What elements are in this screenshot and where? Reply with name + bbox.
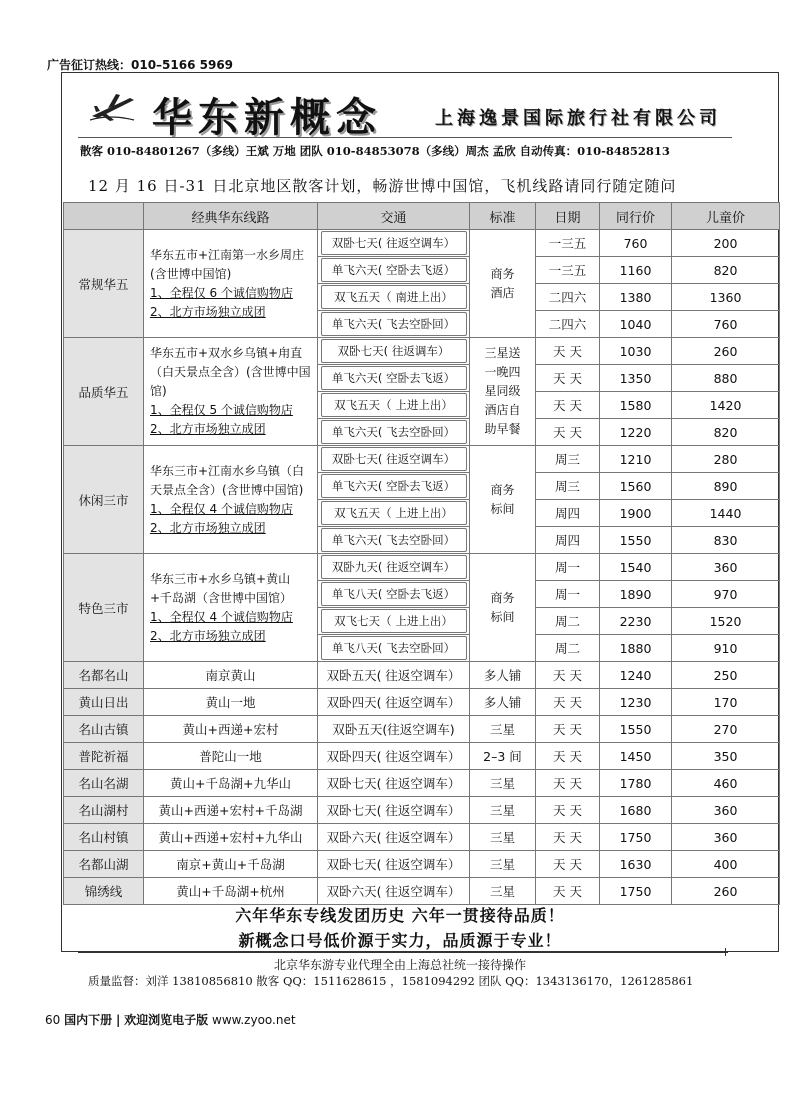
price-cell: 1550 [600, 527, 672, 554]
route-category: 名山名湖 [64, 770, 144, 797]
route-note: 1、全程仅 4 个诚信购物店 [150, 609, 293, 624]
transport-label: 双卧七天( 往返调车） [321, 339, 467, 363]
transport-cell [318, 527, 470, 554]
tour-price-table [63, 202, 780, 905]
price-cell: 1900 [600, 500, 672, 527]
brand-title: 华东新概念 [152, 95, 382, 141]
divider-tick [725, 948, 726, 956]
date-cell: 天 天 [536, 824, 600, 851]
route-note: 1、全程仅 4 个诚信购物店 [150, 501, 293, 516]
header-cell [64, 203, 144, 230]
route-category: 普陀祈福 [64, 743, 144, 770]
header-cell: 标准 [470, 203, 536, 230]
transport-cell: 双卧六天( 往返空调车） [318, 878, 470, 905]
ad-header [90, 86, 730, 141]
date-cell: 天 天 [536, 392, 600, 419]
footer-separator: | [115, 1013, 121, 1027]
child-price-cell: 820 [672, 419, 780, 446]
standard-text: 商务 标间 [490, 482, 515, 516]
price-cell: 1550 [600, 716, 672, 743]
standard-text: 商务 标间 [490, 590, 515, 624]
standard-cell: 三星 [470, 878, 536, 905]
section-name: 国内下册 [64, 1013, 113, 1027]
date-cell: 天 天 [536, 419, 600, 446]
price-cell: 2230 [600, 608, 672, 635]
date-cell: 二四六 [536, 311, 600, 338]
child-price-cell: 760 [672, 311, 780, 338]
child-price-cell: 260 [672, 338, 780, 365]
transport-label: 双卧七天( 往返空调车） [321, 447, 467, 471]
child-price-cell: 820 [672, 257, 780, 284]
transport-label: 双飞七天（ 上进上出） [321, 609, 467, 633]
standard-cell [470, 554, 536, 662]
header-cell: 同行价 [600, 203, 672, 230]
price-cell: 1030 [600, 338, 672, 365]
price-cell: 1630 [600, 851, 672, 878]
date-cell: 周四 [536, 500, 600, 527]
price-cell: 1880 [600, 635, 672, 662]
header-divider [78, 137, 732, 138]
transport-label: 双飞五天（ 上进上出） [321, 393, 467, 417]
route-category: 黄山日出 [64, 689, 144, 716]
price-cell: 1890 [600, 581, 672, 608]
child-price-cell: 360 [672, 824, 780, 851]
transport-cell [318, 365, 470, 392]
standard-cell: 三星 [470, 770, 536, 797]
header-cell: 日期 [536, 203, 600, 230]
transport-cell [318, 473, 470, 500]
date-cell: 天 天 [536, 365, 600, 392]
child-price-cell: 200 [672, 230, 780, 257]
slogan-quality: 新概念口号低价源于实力，品质源于专业！ [238, 931, 562, 950]
route-description [144, 554, 318, 662]
child-price-cell: 350 [672, 743, 780, 770]
date-cell: 周三 [536, 473, 600, 500]
date-cell: 周一 [536, 554, 600, 581]
table-row [64, 716, 780, 743]
standard-cell [470, 230, 536, 338]
table-header-row [64, 203, 780, 230]
child-price-cell: 170 [672, 689, 780, 716]
route-category: 锦绣线 [64, 878, 144, 905]
route-description: 黄山+千岛湖+九华山 [144, 770, 318, 797]
table-row [64, 770, 780, 797]
child-price-cell: 910 [672, 635, 780, 662]
child-price-cell: 360 [672, 797, 780, 824]
price-cell: 1040 [600, 311, 672, 338]
date-cell: 一三五 [536, 257, 600, 284]
route-description: 黄山+西递+宏村 [144, 716, 318, 743]
page-footer [45, 1011, 296, 1028]
child-price-cell: 1360 [672, 284, 780, 311]
transport-cell [318, 608, 470, 635]
transport-label: 单飞六天( 飞去空卧回） [321, 312, 467, 336]
child-price-cell: 970 [672, 581, 780, 608]
transport-label: 单飞八天( 空卧去飞返） [321, 582, 467, 606]
company-name: 上海逸景国际旅行社有限公司 [435, 108, 721, 129]
price-cell: 760 [600, 230, 672, 257]
child-price-cell: 250 [672, 662, 780, 689]
slogan-history: 六年华东专线发团历史 六年一贯接待品质！ [235, 906, 565, 925]
price-cell: 1380 [600, 284, 672, 311]
transport-cell: 双卧七天( 往返空调车） [318, 797, 470, 824]
child-price-cell: 880 [672, 365, 780, 392]
child-price-cell: 1520 [672, 608, 780, 635]
table-row [64, 662, 780, 689]
transport-cell [318, 500, 470, 527]
plan-title: 12 月 16 日-31 日北京地区散客计划，畅游世博中国馆，飞机线路请同行随定随问 [88, 177, 677, 195]
table-row [64, 230, 780, 257]
table-row [64, 878, 780, 905]
route-note: 1、全程仅 5 个诚信购物店 [150, 403, 293, 417]
transport-label: 单飞六天( 飞去空卧回） [321, 528, 467, 552]
child-price-cell: 260 [672, 878, 780, 905]
transport-cell [318, 311, 470, 338]
standard-text: 商务 酒店 [490, 266, 515, 300]
standard-cell: 三星 [470, 851, 536, 878]
date-cell: 天 天 [536, 662, 600, 689]
price-cell: 1580 [600, 392, 672, 419]
price-cell: 1450 [600, 743, 672, 770]
route-description [144, 338, 318, 446]
route-description: 黄山+千岛湖+杭州 [144, 878, 318, 905]
price-cell: 1540 [600, 554, 672, 581]
date-cell: 周四 [536, 527, 600, 554]
price-cell: 1240 [600, 662, 672, 689]
footer-divider [78, 952, 728, 953]
transport-cell: 双卧六天( 往返空调车） [318, 824, 470, 851]
transport-cell: 双卧四天( 往返空调车） [318, 689, 470, 716]
price-cell: 1680 [600, 797, 672, 824]
transport-label: 双飞五天（ 南进上出） [321, 285, 467, 309]
price-cell: 1750 [600, 878, 672, 905]
standard-cell: 三星 [470, 716, 536, 743]
transport-cell: 双卧四天( 往返空调车） [318, 743, 470, 770]
transport-cell [318, 338, 470, 365]
route-description: 普陀山一地 [144, 743, 318, 770]
price-cell: 1160 [600, 257, 672, 284]
standard-cell: 三星 [470, 824, 536, 851]
route-note: 2、北方市场独立成团 [150, 304, 266, 319]
table-row [64, 743, 780, 770]
standard-cell [470, 446, 536, 554]
transport-cell [318, 419, 470, 446]
price-cell: 1350 [600, 365, 672, 392]
standard-cell: 多人铺 [470, 662, 536, 689]
airplane-logo-icon [90, 90, 136, 124]
route-description: 南京+黄山+千岛湖 [144, 851, 318, 878]
date-cell: 一三五 [536, 230, 600, 257]
route-note: 1、全程仅 6 个诚信购物店 [150, 285, 293, 300]
child-price-cell: 400 [672, 851, 780, 878]
date-cell: 天 天 [536, 338, 600, 365]
route-category: 名山古镇 [64, 716, 144, 743]
price-cell: 1560 [600, 473, 672, 500]
transport-label: 单飞八天( 飞去空卧回） [321, 636, 467, 660]
standard-cell: 多人铺 [470, 689, 536, 716]
transport-cell: 双卧五天(往返空调车) [318, 716, 470, 743]
transport-cell [318, 392, 470, 419]
transport-label: 单飞六天( 飞去空卧回） [321, 420, 467, 444]
price-cell: 1750 [600, 824, 672, 851]
transport-cell [318, 257, 470, 284]
date-cell: 周一 [536, 581, 600, 608]
standard-text: 三星送 一晚四 星同级 酒店自 助早餐 [484, 346, 521, 436]
transport-label: 双卧七天( 往返空调车） [321, 231, 467, 255]
price-cell: 1780 [600, 770, 672, 797]
table-row [64, 851, 780, 878]
transport-label: 双卧九天( 往返空调车） [321, 555, 467, 579]
agency-note: 北京华东游专业代理全由上海总社统一接待操作 [273, 958, 526, 972]
date-cell: 二四六 [536, 284, 600, 311]
date-cell: 天 天 [536, 878, 600, 905]
date-cell: 天 天 [536, 851, 600, 878]
transport-cell: 双卧七天( 往返空调车） [318, 770, 470, 797]
transport-cell [318, 554, 470, 581]
transport-cell: 双卧七天( 往返空调车） [318, 851, 470, 878]
route-note: 2、北方市场独立成团 [150, 422, 266, 436]
route-category: 休闲三市 [64, 446, 144, 554]
route-description [144, 230, 318, 338]
date-cell: 天 天 [536, 770, 600, 797]
transport-cell: 双卧五天( 往返空调车） [318, 662, 470, 689]
child-price-cell: 830 [672, 527, 780, 554]
page-number: 60 [45, 1013, 61, 1027]
table-row [64, 554, 780, 581]
route-category: 名山村镇 [64, 824, 144, 851]
price-cell: 1210 [600, 446, 672, 473]
route-note: 2、北方市场独立成团 [150, 520, 266, 535]
date-cell: 周二 [536, 635, 600, 662]
transport-label: 单飞六天( 空卧去飞返） [321, 366, 467, 390]
route-category: 品质华五 [64, 338, 144, 446]
route-summary: 华东五市+江南第一水乡周庄(含世博中国馆) [150, 247, 305, 281]
header-cell: 经典华东线路 [144, 203, 318, 230]
child-price-cell: 280 [672, 446, 780, 473]
table-row [64, 446, 780, 473]
route-note: 2、北方市场独立成团 [150, 628, 266, 643]
route-description: 黄山+西递+宏村+千岛湖 [144, 797, 318, 824]
child-price-cell: 270 [672, 716, 780, 743]
header-cell: 儿童价 [672, 203, 780, 230]
route-description: 黄山+西递+宏村+九华山 [144, 824, 318, 851]
transport-cell [318, 284, 470, 311]
transport-cell [318, 635, 470, 662]
route-description [144, 446, 318, 554]
transport-label: 双飞五天（ 上进上出） [321, 501, 467, 525]
route-summary: 华东三市+江南水乡乌镇（白天景点全含）(含世博中国馆) [150, 463, 305, 497]
quality-supervision: 质量监督：刘洋 13810856810 散客 QQ：1511628615 ，1581094292 团队 QQ：1343136170，1261285861 [88, 974, 694, 988]
ad-hotline: 广告征订热线：010–5166 5969 [47, 58, 234, 72]
route-category: 名都山湖 [64, 851, 144, 878]
table-row [64, 338, 780, 365]
standard-cell: 三星 [470, 797, 536, 824]
table-row [64, 689, 780, 716]
transport-cell [318, 446, 470, 473]
route-category: 常规华五 [64, 230, 144, 338]
child-price-cell: 460 [672, 770, 780, 797]
route-summary: 华东五市+双水乡乌镇+甪直（白天景点全含）(含世博中国馆) [150, 346, 311, 398]
route-category: 名山湖村 [64, 797, 144, 824]
route-description: 南京黄山 [144, 662, 318, 689]
transport-cell [318, 230, 470, 257]
date-cell: 天 天 [536, 743, 600, 770]
price-cell: 1230 [600, 689, 672, 716]
date-cell: 周二 [536, 608, 600, 635]
standard-cell: 2–3 间 [470, 743, 536, 770]
route-category: 特色三市 [64, 554, 144, 662]
standard-cell [470, 338, 536, 446]
transport-cell [318, 581, 470, 608]
route-summary: 华东三市+水乡乌镇+黄山+千岛湖（含世博中国馆） [150, 571, 293, 605]
route-category: 名都名山 [64, 662, 144, 689]
contact-line: 散客 010-84801267（多线）王斌 万地 团队 010-84853078（多线）周杰 孟欣 自动传真：010-84852813 [80, 144, 670, 158]
table-row [64, 824, 780, 851]
child-price-cell: 360 [672, 554, 780, 581]
child-price-cell: 1440 [672, 500, 780, 527]
footer-tagline: 欢迎浏览电子版 [124, 1013, 209, 1027]
date-cell: 天 天 [536, 797, 600, 824]
transport-label: 单飞六天( 空卧去飞返） [321, 258, 467, 282]
price-cell: 1220 [600, 419, 672, 446]
date-cell: 周三 [536, 446, 600, 473]
table-row [64, 797, 780, 824]
transport-label: 单飞六天( 空卧去飞返） [321, 474, 467, 498]
date-cell: 天 天 [536, 689, 600, 716]
footer-url[interactable]: www.zyoo.net [212, 1013, 296, 1027]
date-cell: 天 天 [536, 716, 600, 743]
child-price-cell: 1420 [672, 392, 780, 419]
header-cell: 交通 [318, 203, 470, 230]
route-description: 黄山一地 [144, 689, 318, 716]
child-price-cell: 890 [672, 473, 780, 500]
